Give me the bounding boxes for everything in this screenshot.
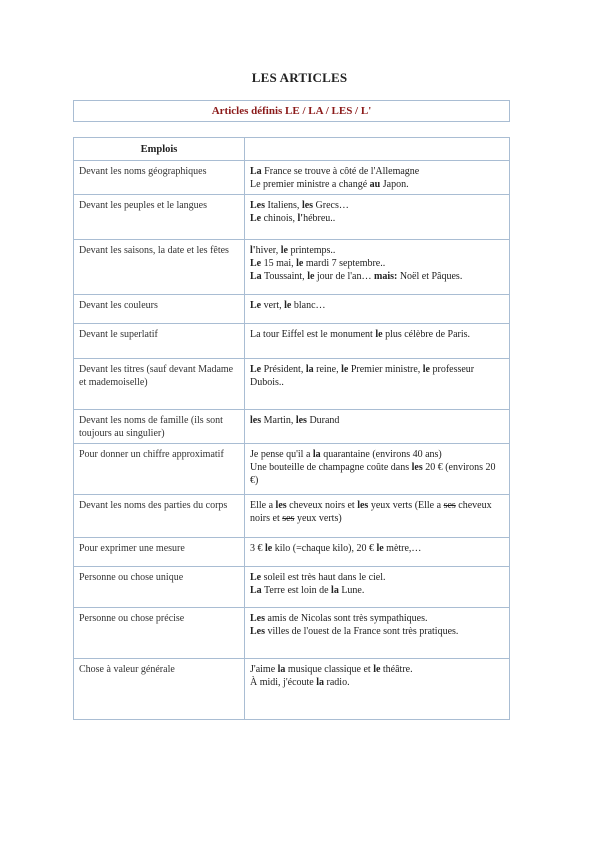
usage-cell: Devant les noms de famille (ils sont toujours au singulier) bbox=[74, 410, 245, 444]
table-row bbox=[74, 444, 510, 495]
example-cell bbox=[245, 538, 510, 567]
example-line bbox=[250, 257, 504, 270]
article-word: Le bbox=[250, 213, 262, 224]
example-text: Président, bbox=[261, 364, 306, 375]
article-word: Le bbox=[250, 258, 262, 269]
example-text: La tour Eiffel est le monument bbox=[250, 329, 376, 340]
article-word: Le bbox=[250, 300, 262, 311]
article-word: au bbox=[369, 179, 381, 190]
example-line bbox=[250, 448, 504, 461]
article-word: La bbox=[250, 271, 262, 282]
example-text: amis de Nicolas sont très sympathiques. bbox=[265, 613, 428, 624]
article-word: la bbox=[312, 449, 321, 460]
example-text: Grecs… bbox=[313, 200, 349, 211]
article-word: Les bbox=[250, 626, 265, 637]
example-line bbox=[250, 542, 504, 555]
example-text: Premier ministre, bbox=[348, 364, 423, 375]
table-row bbox=[74, 295, 510, 324]
example-line bbox=[250, 270, 504, 283]
article-word: La bbox=[250, 585, 262, 596]
example-text: professeur Dubois.. bbox=[250, 364, 475, 388]
usage-cell: Devant les noms des parties du corps bbox=[74, 495, 245, 538]
example-cell bbox=[245, 240, 510, 295]
table-header-row bbox=[74, 138, 510, 161]
example-line bbox=[250, 584, 504, 597]
table-row bbox=[74, 161, 510, 195]
example-text: À midi, j'écoute bbox=[250, 677, 317, 688]
example-cell bbox=[245, 324, 510, 359]
example-text: blanc… bbox=[291, 300, 326, 311]
example-text: yeux verts) bbox=[294, 513, 342, 524]
example-text: France se trouve à côté de l'Allemagne bbox=[261, 166, 420, 177]
article-word: les bbox=[411, 462, 423, 473]
example-cell bbox=[245, 410, 510, 444]
article-word: La bbox=[250, 166, 262, 177]
example-cell bbox=[245, 495, 510, 538]
example-text: Toussaint, bbox=[261, 271, 308, 282]
example-text: 15 mai, bbox=[261, 258, 297, 269]
example-text: Noël et Pâques. bbox=[397, 271, 463, 282]
table-row bbox=[74, 608, 510, 659]
example-line bbox=[250, 363, 504, 389]
example-line bbox=[250, 299, 504, 312]
example-cell bbox=[245, 659, 510, 720]
example-text: 20 € (environs 20 €) bbox=[250, 462, 496, 486]
table-row bbox=[74, 659, 510, 720]
table-body bbox=[74, 161, 510, 720]
article-word: le bbox=[376, 543, 384, 554]
example-text: cheveux noirs et bbox=[286, 500, 358, 511]
article-word: le bbox=[375, 329, 383, 340]
example-text: Une bouteille de champagne coûte dans bbox=[250, 462, 412, 473]
article-word: l' bbox=[250, 245, 256, 256]
article-word: Le bbox=[250, 364, 262, 375]
example-text: Je pense qu'il a bbox=[250, 449, 313, 460]
example-text: hiver, bbox=[255, 245, 281, 256]
example-text: jour de l'an… bbox=[314, 271, 374, 282]
example-text: kilo (=chaque kilo), 20 € bbox=[272, 543, 377, 554]
usage-cell: Pour exprimer une mesure bbox=[74, 538, 245, 567]
example-line bbox=[250, 676, 504, 689]
example-line bbox=[250, 663, 504, 676]
page-title: LES ARTICLES bbox=[251, 70, 348, 85]
example-cell bbox=[245, 359, 510, 410]
example-line bbox=[250, 212, 504, 225]
example-text: théâtre. bbox=[380, 664, 413, 675]
example-text: mètre,… bbox=[383, 543, 422, 554]
example-text: ses bbox=[282, 513, 295, 524]
article-word: la bbox=[277, 664, 286, 675]
header-examples bbox=[245, 138, 510, 161]
example-text: cheveux noirs et bbox=[250, 500, 492, 524]
article-word: les bbox=[295, 415, 307, 426]
example-line bbox=[250, 328, 504, 341]
example-text: Terre est loin de bbox=[261, 585, 332, 596]
article-word: le bbox=[422, 364, 430, 375]
example-text: 3 € bbox=[250, 543, 265, 554]
article-word: Les bbox=[250, 200, 265, 211]
example-line bbox=[250, 244, 504, 257]
example-text: J'aime bbox=[250, 664, 278, 675]
article-word: les bbox=[357, 500, 369, 511]
usage-cell: Devant les couleurs bbox=[74, 295, 245, 324]
example-line bbox=[250, 165, 504, 178]
article-word: le bbox=[307, 271, 315, 282]
table-row bbox=[74, 195, 510, 240]
example-text: Le premier ministre a changé bbox=[250, 179, 370, 190]
example-text: chinois, bbox=[261, 213, 298, 224]
example-line bbox=[250, 612, 504, 625]
example-text: hébreu.. bbox=[303, 213, 336, 224]
example-text: yeux verts (Elle a bbox=[368, 500, 444, 511]
example-text: quarantaine (environs 40 ans) bbox=[320, 449, 442, 460]
example-text: ses bbox=[443, 500, 456, 511]
example-cell bbox=[245, 567, 510, 608]
table-row bbox=[74, 495, 510, 538]
example-text: soleil est très haut dans le ciel. bbox=[261, 572, 386, 583]
table-row bbox=[74, 359, 510, 410]
article-word: l' bbox=[297, 213, 304, 224]
example-cell bbox=[245, 444, 510, 495]
article-word: le bbox=[373, 664, 381, 675]
article-word: les bbox=[301, 200, 314, 211]
example-text: Lune. bbox=[338, 585, 365, 596]
example-cell bbox=[245, 295, 510, 324]
table-row bbox=[74, 538, 510, 567]
usage-cell: Chose à valeur générale bbox=[74, 659, 245, 720]
article-word: les bbox=[275, 500, 287, 511]
example-line bbox=[250, 461, 504, 487]
table-row bbox=[74, 324, 510, 359]
header-usage: Emplois bbox=[74, 138, 245, 161]
example-line bbox=[250, 414, 504, 427]
usage-cell: Devant les titres (sauf devant Madame et mademoiselle) bbox=[74, 359, 245, 410]
example-line bbox=[250, 625, 504, 638]
article-word: mais: bbox=[373, 271, 398, 282]
article-word: le bbox=[341, 364, 349, 375]
section-heading-text: Articles définis LE / LA / LES / L' bbox=[211, 105, 372, 117]
article-word: le bbox=[284, 300, 292, 311]
usage-cell: Pour donner un chiffre approximatif bbox=[74, 444, 245, 495]
example-text: Elle a bbox=[250, 500, 276, 511]
example-text: vert, bbox=[261, 300, 285, 311]
usage-cell: Devant les peuples et le langues bbox=[74, 195, 245, 240]
example-line bbox=[250, 571, 504, 584]
example-cell bbox=[245, 608, 510, 659]
article-word: le bbox=[280, 245, 288, 256]
example-text: villes de l'ouest de la France sont très pratiques. bbox=[265, 626, 459, 637]
article-word: la bbox=[305, 364, 314, 375]
example-line bbox=[250, 178, 504, 191]
table-row bbox=[74, 567, 510, 608]
example-text: radio. bbox=[324, 677, 350, 688]
article-word: Les bbox=[250, 613, 265, 624]
example-text: Durand bbox=[306, 415, 340, 426]
article-word: la bbox=[316, 677, 325, 688]
articles-table bbox=[73, 137, 510, 720]
example-line bbox=[250, 499, 504, 525]
usage-cell: Devant les noms géographiques bbox=[74, 161, 245, 195]
article-word: les bbox=[250, 415, 262, 426]
example-text: musique classique et bbox=[285, 664, 374, 675]
example-text: mardi 7 septembre.. bbox=[303, 258, 386, 269]
example-line bbox=[250, 199, 504, 212]
table-row bbox=[74, 410, 510, 444]
usage-cell: Personne ou chose précise bbox=[74, 608, 245, 659]
usage-cell: Devant le superlatif bbox=[74, 324, 245, 359]
section-heading bbox=[73, 100, 510, 122]
article-word: Le bbox=[250, 572, 262, 583]
example-text: Japon. bbox=[380, 179, 409, 190]
article-word: le bbox=[265, 543, 273, 554]
example-text: plus célèbre de Paris. bbox=[382, 329, 471, 340]
usage-cell: Personne ou chose unique bbox=[74, 567, 245, 608]
table-row bbox=[74, 240, 510, 295]
example-text: printemps.. bbox=[287, 245, 336, 256]
usage-cell: Devant les saisons, la date et les fêtes bbox=[74, 240, 245, 295]
example-cell bbox=[245, 161, 510, 195]
article-word: la bbox=[331, 585, 339, 596]
example-text: reine, bbox=[313, 364, 342, 375]
example-cell bbox=[245, 195, 510, 240]
example-text: Martin, bbox=[261, 415, 296, 426]
article-word: le bbox=[296, 258, 304, 269]
example-text: Italiens, bbox=[265, 200, 302, 211]
